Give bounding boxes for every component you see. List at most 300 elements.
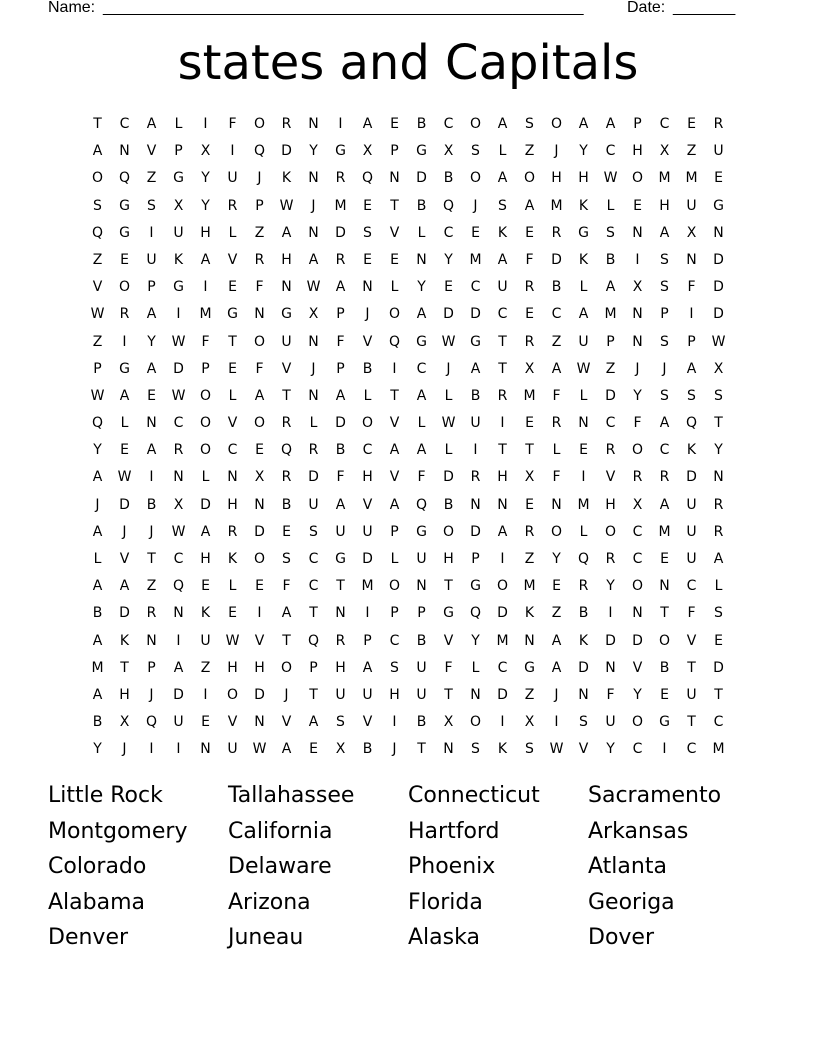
grid-letter: B	[551, 279, 562, 296]
grid-letter: O	[469, 170, 482, 187]
grid-letter: U	[686, 686, 697, 703]
grid-letter: H	[200, 224, 211, 241]
grid-letter: E	[444, 279, 453, 296]
grid-letter: K	[578, 251, 589, 268]
grid-letter: G	[227, 306, 238, 323]
grid-letter: E	[255, 442, 264, 459]
grid-letter: F	[228, 116, 237, 132]
grid-letter: G	[578, 224, 589, 241]
grid-letter: U	[146, 251, 157, 268]
grid-letter: A	[119, 387, 130, 404]
grid-letter: N	[362, 279, 373, 296]
grid-letter: O	[280, 659, 293, 676]
grid-letter: C	[497, 306, 508, 323]
grid-letter: U	[173, 714, 184, 731]
grid-letter: X	[308, 306, 319, 323]
grid-letter: T	[417, 741, 426, 758]
grid-letter: T	[444, 686, 453, 703]
grid-letter: F	[444, 659, 453, 676]
grid-letter: K	[578, 632, 589, 649]
grid-letter: U	[416, 551, 427, 567]
grid-letter: Y	[147, 333, 156, 350]
grid-letter: N	[146, 415, 157, 432]
grid-letter: A	[335, 279, 346, 296]
grid-letter: Y	[93, 442, 102, 459]
grid-letter: T	[714, 686, 723, 703]
grid-letter: R	[551, 224, 562, 241]
grid-letter: H	[659, 197, 670, 214]
grid-letter: L	[390, 279, 399, 296]
grid-letter: G	[659, 714, 670, 731]
grid-letter: E	[525, 306, 534, 323]
grid-letter: E	[390, 116, 399, 132]
grid-letter: I	[500, 714, 505, 731]
grid-letter: A	[173, 659, 184, 676]
grid-letter: G	[335, 551, 346, 567]
grid-letter: N	[146, 632, 157, 649]
grid-letter: F	[633, 415, 642, 432]
grid-letter: R	[551, 415, 562, 432]
grid-letter: L	[309, 415, 318, 432]
grid-letter: U	[605, 714, 616, 731]
grid-letter: A	[551, 360, 562, 377]
grid-letter: C	[470, 279, 481, 296]
grid-letter: G	[173, 170, 184, 187]
grid-letter: Z	[551, 333, 562, 350]
grid-letter: R	[335, 632, 346, 649]
grid-letter: Y	[633, 686, 642, 703]
grid-letter: A	[578, 306, 589, 323]
word-list-item: Alaska	[408, 925, 480, 951]
word-list	[48, 778, 768, 956]
grid-letter: N	[200, 741, 211, 758]
grid-letter: V	[227, 251, 238, 268]
grid-letter: N	[551, 496, 562, 513]
grid-letter: B	[416, 714, 427, 731]
grid-letter: T	[525, 442, 534, 459]
word-list-item: Tallahassee	[228, 783, 355, 808]
grid-letter: T	[147, 551, 156, 567]
grid-letter: L	[228, 224, 237, 241]
grid-letter: J	[554, 143, 559, 160]
grid-letter: C	[308, 551, 319, 567]
grid-letter: X	[173, 197, 184, 214]
grid-letter: R	[524, 333, 535, 350]
grid-letter: B	[281, 496, 292, 513]
grid-letter: N	[227, 469, 238, 486]
page-title: states and Capitals	[177, 35, 639, 91]
grid-letter: B	[362, 741, 373, 758]
grid-letter: O	[388, 578, 401, 595]
grid-letter: U	[686, 197, 697, 214]
grid-letter: B	[416, 632, 427, 649]
grid-letter: A	[281, 224, 292, 241]
grid-letter: V	[227, 714, 238, 731]
grid-letter: M	[523, 387, 536, 404]
grid-letter: I	[392, 714, 397, 731]
grid-letter: E	[714, 170, 723, 187]
grid-letter: Q	[361, 170, 374, 187]
grid-letter: C	[605, 415, 616, 432]
grid-letter: K	[578, 197, 589, 214]
grid-letter: G	[416, 333, 427, 350]
grid-letter: A	[497, 116, 508, 132]
grid-letter: S	[687, 387, 696, 404]
grid-letter: P	[336, 306, 345, 323]
grid-letter: I	[149, 469, 154, 486]
grid-letter: W	[279, 197, 294, 214]
word-list-item: California	[228, 818, 333, 844]
grid-letter: K	[686, 442, 697, 459]
grid-letter: W	[171, 333, 186, 350]
grid-letter: B	[362, 360, 373, 377]
grid-letter: I	[689, 306, 694, 323]
grid-letter: X	[632, 279, 643, 296]
grid-letter: I	[176, 741, 181, 758]
grid-letter: N	[335, 605, 346, 622]
grid-letter: Z	[200, 659, 211, 676]
grid-letter: V	[578, 741, 589, 758]
grid-letter: A	[92, 686, 103, 703]
grid-letter: C	[443, 116, 454, 132]
grid-letter: P	[471, 551, 480, 567]
grid-letter: X	[335, 741, 346, 758]
grid-letter: T	[309, 686, 318, 703]
grid-letter: D	[713, 251, 724, 268]
grid-letter: A	[362, 659, 373, 676]
grid-letter: A	[92, 523, 103, 540]
grid-letter: Y	[714, 442, 723, 459]
grid-letter: C	[551, 306, 562, 323]
grid-letter: S	[606, 224, 615, 241]
grid-letter: X	[200, 143, 211, 160]
grid-letter: F	[417, 469, 426, 486]
grid-letter: X	[119, 714, 130, 731]
grid-letter: N	[389, 170, 400, 187]
grid-letter: T	[498, 360, 507, 377]
grid-letter: V	[281, 360, 292, 377]
grid-letter: X	[443, 143, 454, 160]
grid-letter: P	[390, 523, 399, 540]
grid-letter: R	[578, 578, 589, 595]
grid-letter: S	[390, 659, 399, 676]
grid-letter: D	[281, 143, 292, 160]
grid-letter: K	[281, 170, 292, 187]
grid-letter: R	[605, 442, 616, 459]
grid-letter: Q	[91, 415, 104, 432]
grid-letter: A	[362, 116, 373, 132]
grid-letter: D	[200, 496, 211, 513]
grid-letter: Z	[146, 578, 157, 595]
grid-letter: N	[578, 686, 589, 703]
grid-letter: A	[146, 116, 157, 132]
grid-letter: M	[604, 306, 617, 323]
grid-letter: C	[227, 442, 238, 459]
grid-letter: H	[497, 469, 508, 486]
grid-letter: S	[93, 197, 102, 214]
grid-letter: V	[389, 469, 400, 486]
grid-letter: C	[389, 632, 400, 649]
grid-letter: G	[524, 659, 535, 676]
grid-letter: O	[199, 415, 212, 432]
grid-letter: M	[685, 170, 698, 187]
grid-letter: L	[444, 442, 453, 459]
grid-letter: E	[525, 415, 534, 432]
grid-letter: J	[311, 360, 316, 377]
word-list-item: Colorado	[48, 854, 147, 880]
grid-letter: V	[254, 632, 265, 649]
grid-letter: O	[631, 170, 644, 187]
grid-letter: M	[658, 523, 671, 540]
grid-letter: G	[416, 143, 427, 160]
grid-letter: J	[554, 686, 559, 703]
grid-letter: J	[392, 741, 397, 758]
grid-letter: P	[309, 659, 318, 676]
grid-letter: D	[173, 360, 184, 377]
grid-letter: O	[253, 415, 266, 432]
grid-letter: P	[147, 279, 156, 296]
grid-letter: X	[713, 360, 724, 377]
grid-letter: X	[632, 496, 643, 513]
date-label: Date:	[627, 0, 666, 16]
grid-letter: W	[306, 279, 321, 296]
grid-letter: U	[335, 686, 346, 703]
grid-letter: E	[390, 251, 399, 268]
grid-letter: A	[119, 578, 130, 595]
grid-letter: L	[471, 659, 480, 676]
grid-letter: K	[119, 632, 130, 649]
grid-letter: P	[147, 659, 156, 676]
grid-letter: A	[497, 251, 508, 268]
grid-letter: P	[363, 632, 372, 649]
grid-letter: O	[550, 116, 563, 132]
grid-letter: H	[227, 659, 238, 676]
grid-letter: U	[173, 224, 184, 241]
grid-letter: N	[254, 496, 265, 513]
grid-letter: D	[335, 415, 346, 432]
grid-letter: A	[146, 306, 157, 323]
grid-letter: W	[549, 741, 564, 758]
grid-letter: B	[470, 387, 481, 404]
grid-letter: P	[201, 360, 210, 377]
grid-letter: V	[281, 714, 292, 731]
word-list-item: Florida	[408, 889, 483, 915]
grid-letter: M	[496, 632, 509, 649]
grid-letter: E	[282, 523, 291, 540]
grid-letter: P	[660, 306, 669, 323]
grid-letter: N	[308, 224, 319, 241]
grid-letter: R	[605, 551, 616, 567]
grid-letter: S	[525, 116, 534, 132]
grid-letter: I	[203, 279, 208, 296]
grid-letter: A	[659, 496, 670, 513]
word-list-item: Denver	[48, 925, 129, 951]
grid-letter: V	[362, 714, 373, 731]
grid-letter: T	[498, 333, 507, 350]
grid-letter: H	[389, 686, 400, 703]
grid-letter: A	[92, 469, 103, 486]
grid-letter: L	[579, 523, 588, 540]
grid-letter: V	[92, 279, 103, 296]
grid-letter: M	[712, 741, 725, 758]
grid-letter: N	[119, 143, 130, 160]
grid-letter: Y	[552, 551, 561, 567]
grid-letter: Z	[92, 333, 103, 350]
grid-letter: A	[389, 496, 400, 513]
grid-letter: A	[389, 442, 400, 459]
grid-letter: R	[470, 469, 481, 486]
grid-letter: S	[282, 551, 291, 567]
grid-letter: N	[254, 714, 265, 731]
grid-letter: N	[173, 469, 184, 486]
grid-letter: R	[497, 387, 508, 404]
word-list-item: Atlanta	[588, 854, 667, 880]
grid-letter: E	[147, 387, 156, 404]
grid-letter: U	[686, 496, 697, 513]
grid-letter: A	[713, 551, 724, 567]
grid-letter: K	[173, 251, 184, 268]
grid-letter: A	[308, 714, 319, 731]
grid-letter: F	[336, 469, 345, 486]
grid-letter: E	[687, 116, 696, 132]
grid-letter: D	[713, 659, 724, 676]
grid-letter: O	[253, 333, 266, 350]
grid-letter: E	[201, 578, 210, 595]
grid-letter: H	[362, 469, 373, 486]
grid-letter: U	[281, 333, 292, 350]
grid-letter: Y	[471, 632, 480, 649]
name-label: Name:	[48, 0, 96, 16]
grid-letter: M	[361, 578, 374, 595]
grid-letter: C	[416, 360, 427, 377]
grid-letter: D	[335, 224, 346, 241]
grid-letter: O	[604, 523, 617, 540]
grid-letter: V	[119, 551, 130, 567]
grid-letter: M	[91, 659, 104, 676]
grid-letter: Y	[606, 578, 615, 595]
grid-letter: E	[228, 360, 237, 377]
grid-letter: N	[308, 116, 319, 132]
grid-letter: T	[444, 578, 453, 595]
grid-letter: N	[632, 333, 643, 350]
grid-letter: S	[471, 741, 480, 758]
grid-letter: D	[605, 387, 616, 404]
grid-letter: E	[363, 251, 372, 268]
grid-letter: J	[365, 306, 370, 323]
grid-letter: M	[199, 306, 212, 323]
grid-letter: R	[146, 605, 157, 622]
grid-letter: I	[149, 224, 154, 241]
grid-letter: C	[497, 659, 508, 676]
grid-letter: E	[255, 578, 264, 595]
grid-letter: E	[552, 578, 561, 595]
grid-letter: C	[686, 741, 697, 758]
grid-letter: Q	[253, 143, 266, 160]
grid-letter: N	[416, 251, 427, 268]
grid-letter: Z	[551, 605, 562, 622]
grid-letter: A	[605, 116, 616, 132]
grid-letter: D	[416, 170, 427, 187]
word-list-item: Dover	[588, 925, 654, 951]
grid-letter: E	[363, 197, 372, 214]
grid-letter: H	[119, 686, 130, 703]
grid-letter: K	[524, 605, 535, 622]
grid-letter: T	[687, 714, 696, 731]
grid-letter: O	[469, 714, 482, 731]
grid-letter: O	[469, 116, 482, 132]
grid-letter: J	[149, 523, 154, 540]
grid-letter: T	[120, 659, 129, 676]
grid-letter: Q	[172, 578, 185, 595]
grid-letter: U	[200, 632, 211, 649]
grid-letter: J	[149, 686, 154, 703]
word-list-item: Hartford	[408, 818, 500, 844]
grid-letter: T	[336, 578, 345, 595]
grid-letter: P	[93, 360, 102, 377]
grid-letter: E	[120, 442, 129, 459]
grid-letter: P	[633, 116, 642, 132]
grid-letter: N	[308, 387, 319, 404]
grid-letter: P	[255, 197, 264, 214]
grid-letter: N	[713, 469, 724, 486]
grid-letter: X	[362, 143, 373, 160]
grid-letter: F	[687, 279, 696, 296]
grid-letter: E	[471, 224, 480, 241]
grid-letter: N	[470, 686, 481, 703]
grid-letter: N	[173, 605, 184, 622]
grid-letter: F	[255, 360, 264, 377]
grid-letter: D	[119, 496, 130, 513]
word-list-item: Montgomery	[48, 818, 188, 844]
grid-letter: D	[470, 523, 481, 540]
grid-letter: U	[416, 686, 427, 703]
grid-letter: G	[119, 224, 130, 241]
grid-letter: S	[309, 523, 318, 540]
grid-letter: W	[90, 306, 105, 323]
grid-letter: V	[632, 659, 643, 676]
grid-letter: I	[338, 116, 343, 132]
grid-letter: N	[308, 333, 319, 350]
grid-letter: T	[687, 659, 696, 676]
grid-letter: G	[119, 360, 130, 377]
grid-letter: K	[200, 605, 211, 622]
grid-letter: S	[336, 714, 345, 731]
grid-letter: W	[90, 387, 105, 404]
grid-letter: T	[498, 442, 507, 459]
name-blank: ______________________________________________________	[103, 0, 584, 16]
grid-letter: R	[227, 523, 238, 540]
grid-letter: H	[200, 551, 211, 567]
grid-letter: N	[605, 659, 616, 676]
grid-letter: A	[335, 496, 346, 513]
grid-letter: K	[497, 741, 508, 758]
grid-letter: O	[550, 523, 563, 540]
grid-letter: R	[524, 523, 535, 540]
grid-letter: H	[335, 659, 346, 676]
grid-letter: A	[92, 632, 103, 649]
word-list-item: Georiga	[588, 889, 675, 915]
grid-letter: Z	[524, 551, 535, 567]
grid-letter: T	[309, 605, 318, 622]
grid-letter: E	[579, 442, 588, 459]
grid-letter: A	[92, 143, 103, 160]
grid-letter: O	[253, 116, 266, 132]
grid-letter: Q	[280, 442, 293, 459]
grid-letter: L	[498, 143, 507, 160]
grid-letter: Y	[93, 741, 102, 758]
grid-letter: S	[660, 251, 669, 268]
grid-letter: J	[311, 197, 316, 214]
